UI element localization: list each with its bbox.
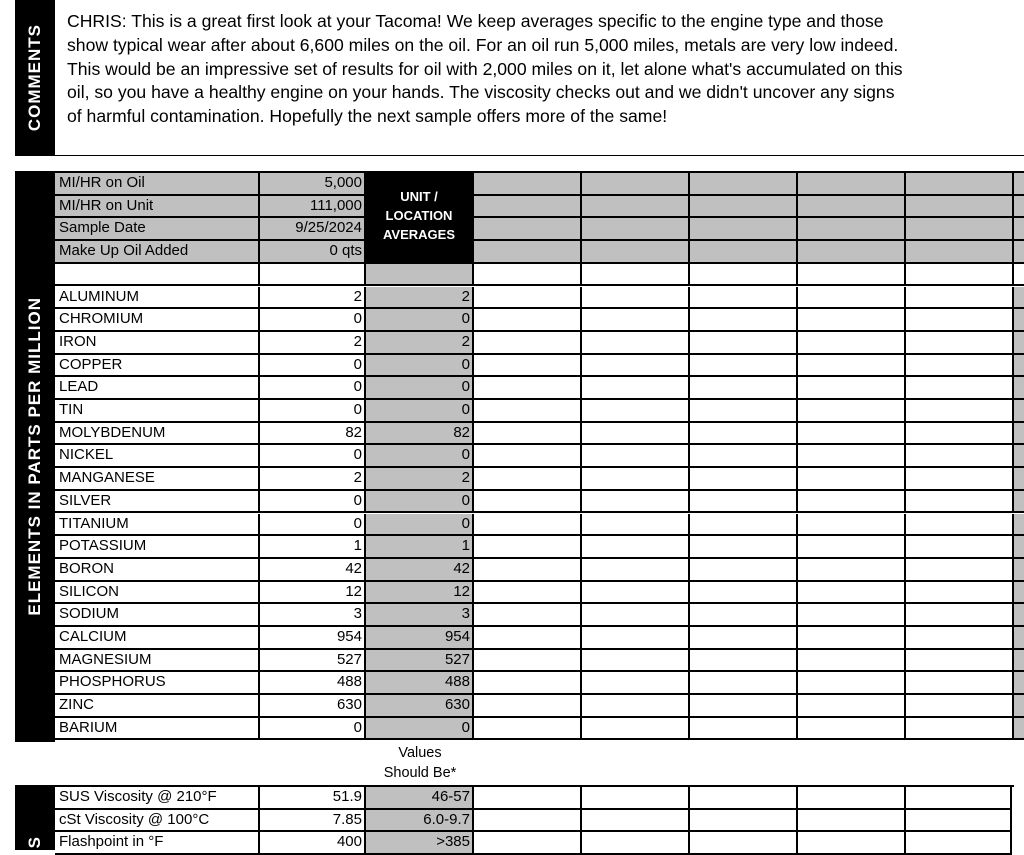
history-cell — [690, 241, 798, 264]
history-cell — [582, 604, 690, 627]
element-average: 42 — [366, 559, 474, 582]
history-cell — [690, 559, 798, 582]
history-cell — [690, 218, 798, 241]
history-cell — [906, 491, 1014, 514]
history-cell — [474, 309, 582, 332]
history-cell — [1014, 604, 1024, 627]
history-cell — [474, 514, 582, 537]
history-cell — [798, 650, 906, 673]
history-cell — [582, 196, 690, 219]
history-cell — [582, 832, 690, 855]
history-cell — [474, 264, 582, 287]
elements-label-text: ELEMENTS IN PARTS PER MILLION — [25, 297, 44, 616]
history-cell — [582, 287, 690, 310]
property-name: Flashpoint in °F — [55, 832, 260, 855]
history-cell — [1014, 241, 1024, 264]
property-value: 400 — [260, 832, 366, 855]
history-cell — [474, 332, 582, 355]
history-cell — [690, 377, 798, 400]
element-name: SILVER — [55, 491, 260, 514]
history-cell — [690, 672, 798, 695]
properties-label-text: S — [25, 835, 44, 848]
history-cell — [582, 536, 690, 559]
comments-label-text: COMMENTS — [25, 24, 44, 132]
history-cell — [474, 241, 582, 264]
element-average: 3 — [366, 604, 474, 627]
element-value: 12 — [260, 582, 366, 605]
comments-text — [67, 10, 1017, 129]
history-cell — [474, 491, 582, 514]
history-cell — [1014, 423, 1024, 446]
history-cell — [690, 832, 798, 855]
property-expected: 46-57 — [366, 787, 474, 810]
element-value: 630 — [260, 695, 366, 718]
history-cell — [798, 604, 906, 627]
element-name: CHROMIUM — [55, 309, 260, 332]
history-cell — [690, 650, 798, 673]
element-value: 0 — [260, 514, 366, 537]
element-name: COPPER — [55, 355, 260, 378]
history-cell — [1014, 196, 1024, 219]
history-cell — [1014, 468, 1024, 491]
element-value: 0 — [260, 491, 366, 514]
history-cell — [906, 287, 1014, 310]
element-average: 954 — [366, 627, 474, 650]
history-cell — [474, 582, 582, 605]
history-cell — [798, 832, 906, 855]
history-cell — [1014, 718, 1024, 741]
history-cell — [1014, 695, 1024, 718]
properties-label — [15, 785, 55, 850]
history-cell — [474, 355, 582, 378]
comment-line: CHRIS: This is a great first look at your Tacoma! We keep averages specific to the engine type and those — [67, 11, 884, 31]
history-cell — [798, 218, 906, 241]
history-cell — [582, 787, 690, 810]
history-cell — [1014, 309, 1024, 332]
history-cell — [906, 468, 1014, 491]
history-cell — [798, 627, 906, 650]
averages-blank-cell — [366, 264, 474, 287]
history-cell — [690, 468, 798, 491]
element-average: 82 — [366, 423, 474, 446]
history-cell — [582, 400, 690, 423]
history-cell — [474, 445, 582, 468]
history-cell — [690, 445, 798, 468]
history-cell — [798, 287, 906, 310]
info-value: 5,000 — [260, 173, 366, 196]
comment-line: This would be an impressive set of results for oil with 2,000 miles on it, let alone what's accumulated on this — [67, 58, 903, 79]
history-cell — [582, 718, 690, 741]
history-cell — [582, 514, 690, 537]
element-value: 0 — [260, 377, 366, 400]
history-cell — [906, 173, 1014, 196]
history-cell — [1014, 264, 1024, 287]
history-cell — [906, 218, 1014, 241]
history-cell — [690, 787, 798, 810]
history-cell — [906, 514, 1014, 537]
history-cell — [582, 377, 690, 400]
history-cell — [906, 309, 1014, 332]
history-cell — [582, 468, 690, 491]
element-value: 954 — [260, 627, 366, 650]
element-average: 0 — [366, 491, 474, 514]
history-cell — [906, 264, 1014, 287]
element-value: 0 — [260, 355, 366, 378]
property-value: 7.85 — [260, 810, 366, 833]
history-cell — [690, 491, 798, 514]
element-value: 0 — [260, 718, 366, 741]
history-cell — [798, 559, 906, 582]
history-cell — [1014, 491, 1024, 514]
history-cell — [906, 718, 1014, 741]
element-average: 0 — [366, 309, 474, 332]
history-cell — [474, 218, 582, 241]
property-value: 51.9 — [260, 787, 366, 810]
averages-header — [366, 173, 474, 264]
history-cell — [798, 400, 906, 423]
history-cell — [906, 604, 1014, 627]
element-name: BORON — [55, 559, 260, 582]
element-value: 1 — [260, 536, 366, 559]
element-value: 488 — [260, 672, 366, 695]
history-cell — [474, 832, 582, 855]
element-average: 0 — [366, 400, 474, 423]
history-cell — [474, 718, 582, 741]
history-cell — [1014, 582, 1024, 605]
history-cell — [690, 514, 798, 537]
history-cell — [906, 241, 1014, 264]
element-value: 2 — [260, 287, 366, 310]
history-cell — [906, 196, 1014, 219]
history-cell — [474, 536, 582, 559]
history-cell — [906, 400, 1014, 423]
history-cell — [582, 672, 690, 695]
history-cell — [798, 491, 906, 514]
history-cell — [798, 468, 906, 491]
history-cell — [1014, 400, 1024, 423]
history-cell — [690, 196, 798, 219]
element-value: 82 — [260, 423, 366, 446]
history-cell — [798, 536, 906, 559]
element-name: POTASSIUM — [55, 536, 260, 559]
history-cell — [798, 355, 906, 378]
element-average: 2 — [366, 287, 474, 310]
info-label: Make Up Oil Added — [55, 241, 260, 264]
values-note-line: Should Be* — [383, 765, 457, 781]
history-cell — [798, 377, 906, 400]
history-cell — [690, 604, 798, 627]
comment-line: show typical wear after about 6,600 miles on the oil. For an oil run 5,000 miles, metals are very low indeed. — [67, 34, 899, 55]
averages-header-line: LOCATION — [385, 208, 453, 223]
element-name: MANGANESE — [55, 468, 260, 491]
elements-label — [15, 171, 55, 742]
history-cell — [798, 332, 906, 355]
history-cell — [798, 672, 906, 695]
history-cell — [690, 627, 798, 650]
history-cell — [906, 695, 1014, 718]
history-cell — [690, 355, 798, 378]
history-cell — [1014, 650, 1024, 673]
history-cell — [690, 332, 798, 355]
element-value: 527 — [260, 650, 366, 673]
history-cell — [582, 423, 690, 446]
history-cell — [906, 672, 1014, 695]
element-average: 527 — [366, 650, 474, 673]
element-name: CALCIUM — [55, 627, 260, 650]
info-label: MI/HR on Unit — [55, 196, 260, 219]
element-average: 0 — [366, 445, 474, 468]
property-name: SUS Viscosity @ 210°F — [55, 787, 260, 810]
history-cell — [1014, 672, 1024, 695]
history-cell — [474, 468, 582, 491]
element-value: 0 — [260, 445, 366, 468]
element-name: PHOSPHORUS — [55, 672, 260, 695]
history-cell — [474, 287, 582, 310]
info-label: Sample Date — [55, 218, 260, 241]
element-value: 42 — [260, 559, 366, 582]
element-name: IRON — [55, 332, 260, 355]
comment-line: oil, so you have a healthy engine on your hands. The viscosity checks out and we didn't uncover any signs — [67, 82, 895, 103]
history-cell — [798, 196, 906, 219]
history-cell — [906, 787, 1012, 810]
history-cell — [906, 582, 1014, 605]
element-name: TIN — [55, 400, 260, 423]
history-cell — [906, 650, 1014, 673]
element-average: 0 — [366, 377, 474, 400]
history-cell — [906, 832, 1012, 855]
history-cell — [582, 627, 690, 650]
element-name: BARIUM — [55, 718, 260, 741]
values-note — [366, 743, 474, 783]
element-name: SILICON — [55, 582, 260, 605]
blank-cell — [260, 264, 366, 287]
history-cell — [690, 718, 798, 741]
history-cell — [690, 695, 798, 718]
element-average: 1 — [366, 536, 474, 559]
element-average: 488 — [366, 672, 474, 695]
element-name: NICKEL — [55, 445, 260, 468]
property-expected: >385 — [366, 832, 474, 855]
element-name: LEAD — [55, 377, 260, 400]
history-cell — [798, 582, 906, 605]
history-cell — [582, 445, 690, 468]
history-cell — [582, 695, 690, 718]
element-average: 0 — [366, 514, 474, 537]
history-cell — [798, 173, 906, 196]
history-cell — [474, 650, 582, 673]
history-cell — [474, 695, 582, 718]
property-name: cSt Viscosity @ 100°C — [55, 810, 260, 833]
history-cell — [798, 241, 906, 264]
element-value: 2 — [260, 332, 366, 355]
property-expected: 6.0-9.7 — [366, 810, 474, 833]
history-cell — [690, 400, 798, 423]
info-value: 0 qts — [260, 241, 366, 264]
element-average: 630 — [366, 695, 474, 718]
history-cell — [474, 627, 582, 650]
comments-label — [15, 0, 55, 156]
averages-header-line: AVERAGES — [383, 227, 455, 242]
history-cell — [906, 627, 1014, 650]
comment-line: of harmful contamination. Hopefully the next sample offers more of the same! — [67, 106, 668, 127]
history-cell — [1014, 514, 1024, 537]
history-cell — [582, 650, 690, 673]
history-cell — [798, 695, 906, 718]
element-average: 12 — [366, 582, 474, 605]
history-cell — [906, 355, 1014, 378]
history-cell — [582, 173, 690, 196]
history-cell — [906, 332, 1014, 355]
info-value: 9/25/2024 — [260, 218, 366, 241]
info-label: MI/HR on Oil — [55, 173, 260, 196]
history-cell — [1014, 559, 1024, 582]
history-cell — [1014, 536, 1024, 559]
history-cell — [474, 604, 582, 627]
history-cell — [906, 810, 1012, 833]
element-name: SODIUM — [55, 604, 260, 627]
history-cell — [906, 559, 1014, 582]
history-cell — [906, 423, 1014, 446]
history-cell — [906, 445, 1014, 468]
element-average: 2 — [366, 332, 474, 355]
history-cell — [1014, 445, 1024, 468]
history-cell — [798, 787, 906, 810]
history-cell — [474, 173, 582, 196]
history-cell — [474, 196, 582, 219]
history-cell — [582, 810, 690, 833]
values-note-line: Values — [398, 745, 442, 761]
history-cell — [798, 309, 906, 332]
history-cell — [582, 491, 690, 514]
history-cell — [1014, 627, 1024, 650]
history-cell — [474, 559, 582, 582]
history-cell — [690, 264, 798, 287]
history-cell — [690, 287, 798, 310]
element-value: 3 — [260, 604, 366, 627]
history-cell — [582, 264, 690, 287]
history-cell — [474, 787, 582, 810]
history-cell — [798, 445, 906, 468]
history-cell — [1014, 355, 1024, 378]
history-cell — [798, 514, 906, 537]
history-cell — [690, 582, 798, 605]
history-cell — [906, 536, 1014, 559]
history-cell — [798, 423, 906, 446]
element-name: MOLYBDENUM — [55, 423, 260, 446]
history-cell — [582, 241, 690, 264]
history-cell — [474, 377, 582, 400]
history-cell — [582, 355, 690, 378]
history-cell — [798, 718, 906, 741]
comments-box — [55, 0, 1024, 156]
history-cell — [474, 423, 582, 446]
info-value: 111,000 — [260, 196, 366, 219]
history-cell — [690, 810, 798, 833]
history-cell — [582, 582, 690, 605]
element-name: ALUMINUM — [55, 287, 260, 310]
history-cell — [690, 423, 798, 446]
history-cell — [1014, 218, 1024, 241]
history-cell — [1014, 377, 1024, 400]
history-cell — [582, 218, 690, 241]
history-cell — [474, 400, 582, 423]
blank-cell — [55, 264, 260, 287]
element-value: 0 — [260, 400, 366, 423]
history-cell — [1014, 332, 1024, 355]
history-cell — [582, 559, 690, 582]
element-name: ZINC — [55, 695, 260, 718]
element-average: 0 — [366, 718, 474, 741]
history-cell — [798, 264, 906, 287]
history-cell — [1014, 287, 1024, 310]
element-name: TITANIUM — [55, 514, 260, 537]
element-value: 0 — [260, 309, 366, 332]
history-cell — [474, 672, 582, 695]
element-average: 0 — [366, 355, 474, 378]
history-cell — [582, 309, 690, 332]
element-value: 2 — [260, 468, 366, 491]
history-cell — [1014, 173, 1024, 196]
history-cell — [906, 377, 1014, 400]
element-average: 2 — [366, 468, 474, 491]
history-cell — [582, 332, 690, 355]
history-cell — [798, 810, 906, 833]
averages-header-line: UNIT / — [400, 189, 438, 204]
history-cell — [690, 309, 798, 332]
element-name: MAGNESIUM — [55, 650, 260, 673]
history-cell — [690, 536, 798, 559]
history-cell — [474, 810, 582, 833]
history-cell — [690, 173, 798, 196]
